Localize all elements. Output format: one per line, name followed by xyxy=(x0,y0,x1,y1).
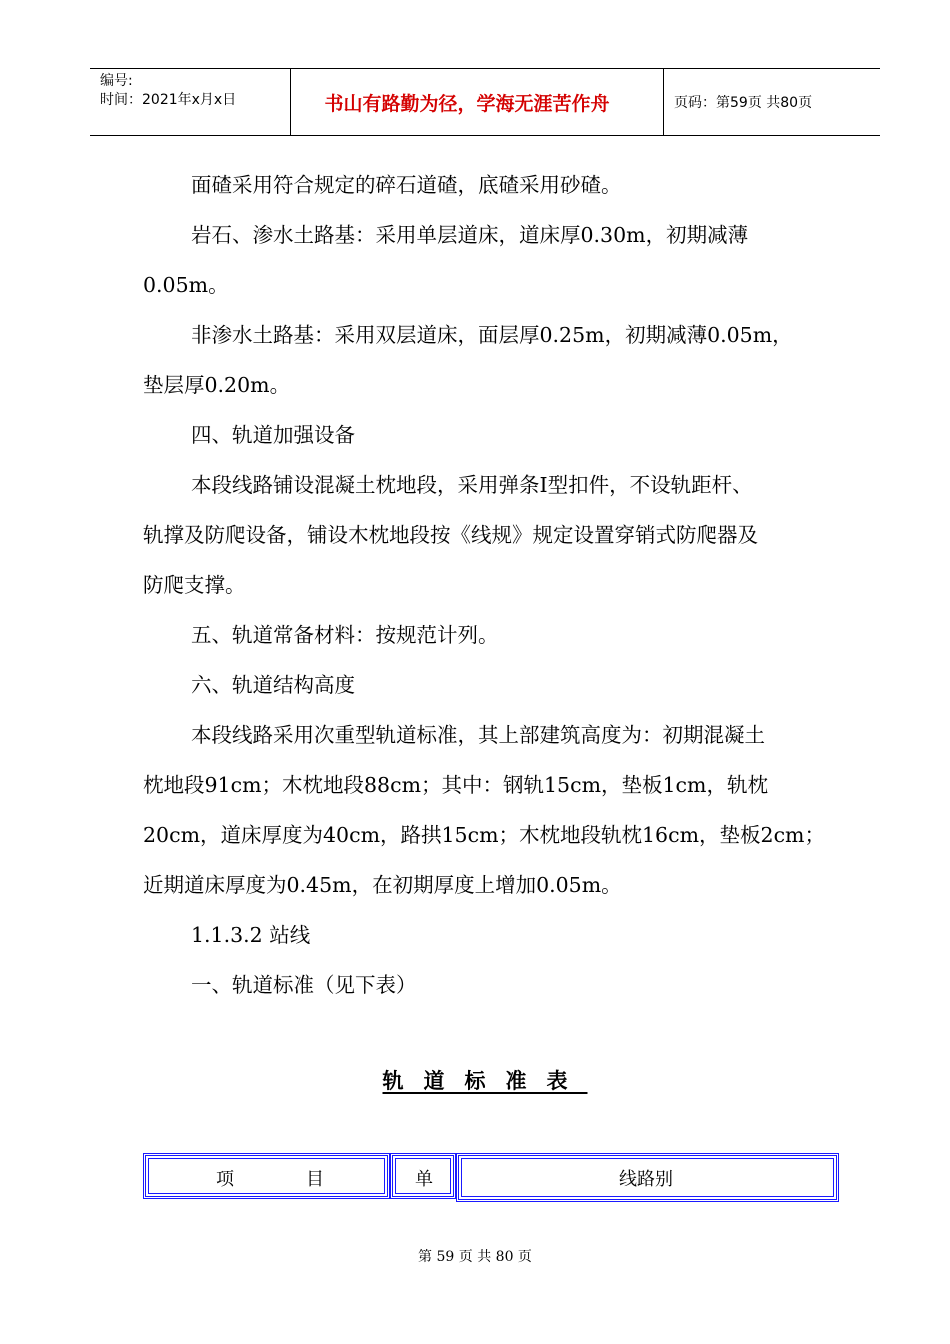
paragraph: 面碴采用符合规定的碎石道碴，底碴采用砂碴。 xyxy=(191,173,622,197)
table-header-line-type xyxy=(456,1153,839,1202)
table-header-unit xyxy=(390,1153,456,1199)
header-motto: 书山有路勤为径，学海无涯苦作舟 xyxy=(291,69,664,135)
table-title-text: 轨道标准表 xyxy=(382,1069,588,1093)
paragraph: 20cm，道床厚度为40cm，路拱15cm；木枕地段轨枕16cm，垫板2cm； xyxy=(143,823,825,847)
page-footer: 第 59 页 共 80 页 xyxy=(418,1249,532,1265)
section-heading: 四、轨道加强设备 xyxy=(191,423,355,447)
header-item-char-2: 目 xyxy=(306,1169,324,1190)
paragraph: 本段线路铺设混凝土枕地段，采用弹条Ⅰ型扣件，不设轨距杆、 xyxy=(191,473,753,497)
header-unit-text: 单 xyxy=(415,1169,433,1190)
header-item-char-1: 项 xyxy=(216,1169,234,1190)
paragraph: 枕地段91cm；木枕地段88cm；其中：钢轨15cm，垫板1cm，轨枕 xyxy=(143,773,768,797)
page-header xyxy=(90,68,880,136)
section-heading: 1.1.3.2 站线 xyxy=(191,923,311,947)
paragraph: 垫层厚0.20m。 xyxy=(143,373,291,397)
paragraph: 防爬支撑。 xyxy=(143,573,246,597)
paragraph: 非渗水土路基：采用双层道床，面层厚0.25m，初期减薄0.05m， xyxy=(191,323,793,347)
paragraph: 轨撑及防爬设备，铺设木枕地段按《线规》规定设置穿销式防爬器及 xyxy=(143,523,758,547)
paragraph: 0.05m。 xyxy=(143,273,229,297)
paragraph: 本段线路采用次重型轨道标准，其上部建筑高度为：初期混凝土 xyxy=(191,723,765,747)
section-heading: 六、轨道结构高度 xyxy=(191,673,355,697)
document-number-label: 编号: xyxy=(100,73,133,89)
table-title xyxy=(0,1065,950,1095)
header-line-type-text: 线路别 xyxy=(619,1169,673,1190)
document-time: 时间：2021年x月x日 xyxy=(100,92,237,108)
section-heading: 五、轨道常备材料：按规范计列。 xyxy=(191,623,499,647)
document-body xyxy=(143,160,828,1010)
header-meta xyxy=(90,69,291,135)
header-page-info: 页码：第59页 共80页 xyxy=(674,95,813,111)
track-standard-table xyxy=(143,1153,839,1205)
section-heading: 一、轨道标准（见下表） xyxy=(191,973,417,997)
paragraph: 近期道床厚度为0.45m，在初期厚度上增加0.05m。 xyxy=(143,873,622,897)
paragraph: 岩石、渗水土路基：采用单层道床，道床厚0.30m，初期减薄 xyxy=(191,223,749,247)
table-header-item xyxy=(143,1153,390,1199)
